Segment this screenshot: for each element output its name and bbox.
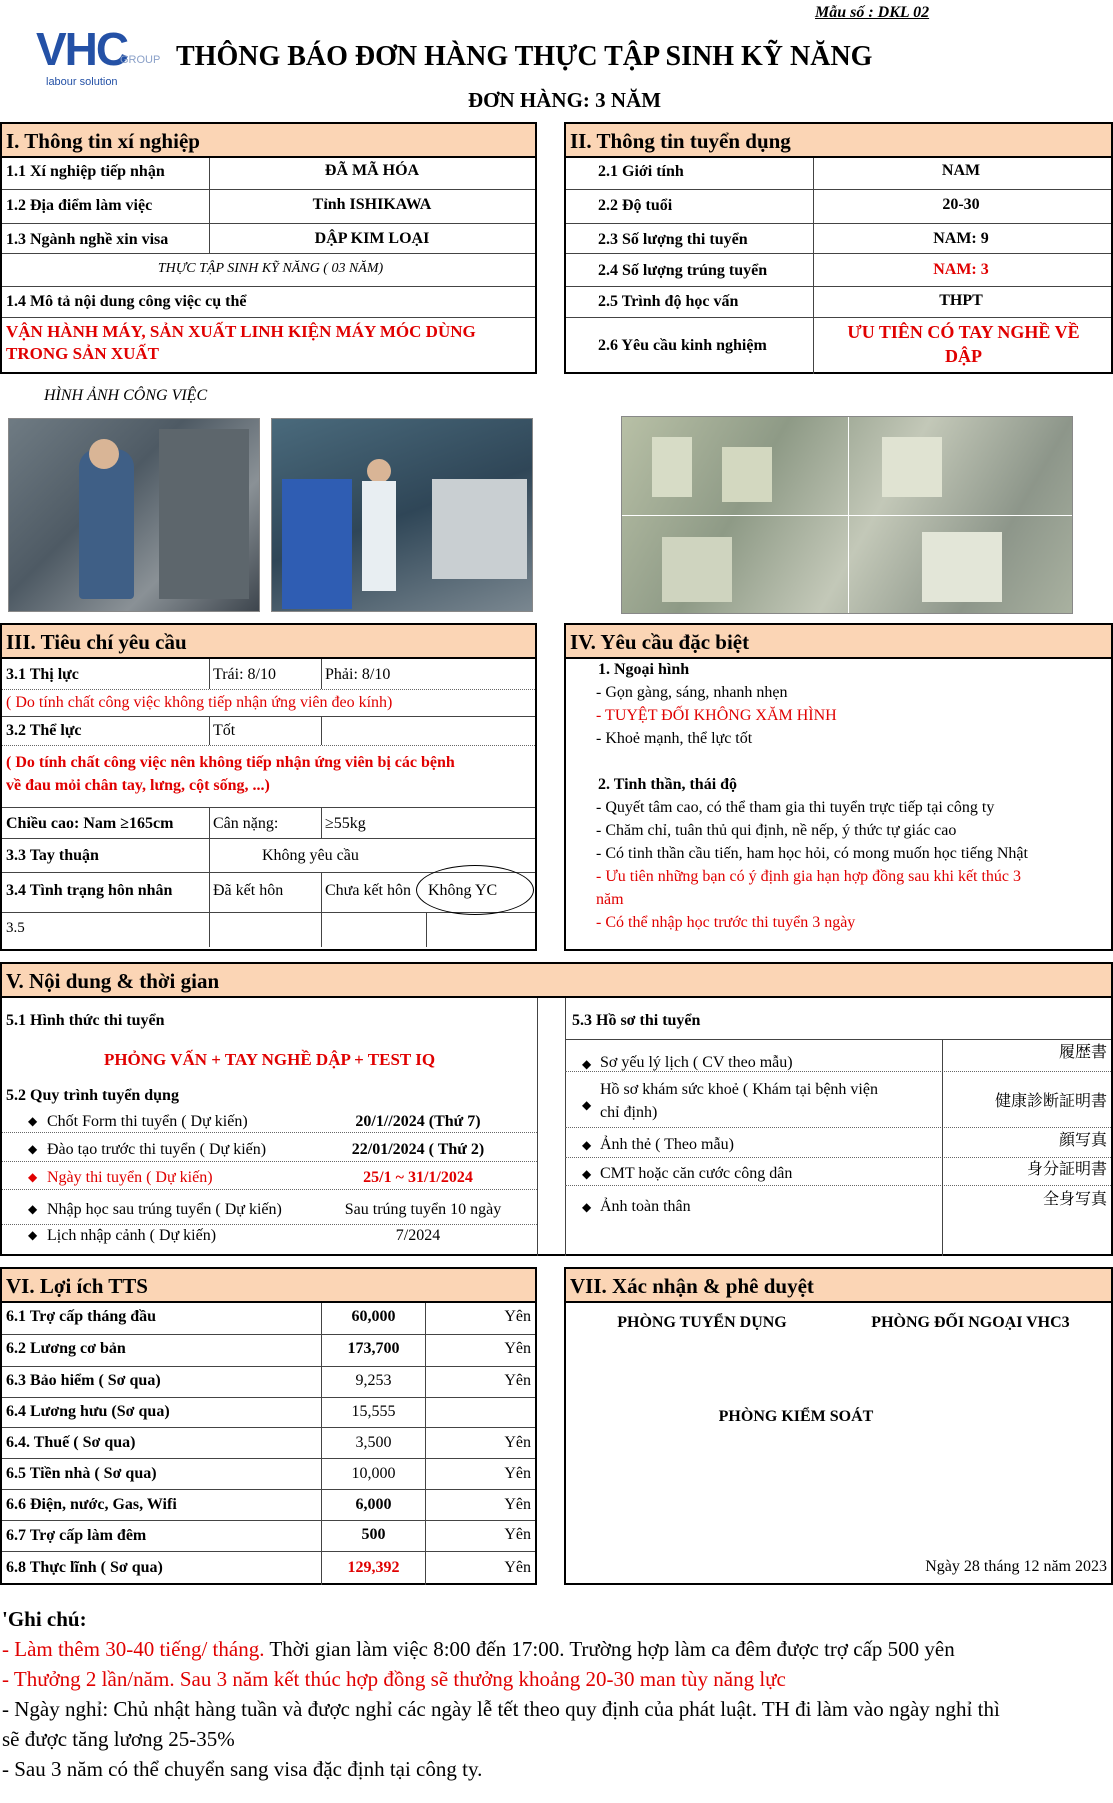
- benefit-3-label: 6.3 Bảo hiểm ( Sơ qua): [6, 1372, 161, 1389]
- section-5-title: V. Nội dung & thời gian: [2, 964, 1111, 998]
- benefit-9-label: 6.8 Thực lĩnh ( Sơ qua): [6, 1559, 163, 1576]
- education-label: 2.5 Trình độ học vấn: [598, 293, 739, 310]
- marital-any: Không YC: [428, 882, 498, 899]
- marital-married: Đã kết hôn: [213, 882, 284, 899]
- benefit-4-value: 15,555: [351, 1403, 396, 1420]
- step-2-label: Đào tạo trước thi tuyển ( Dự kiến): [47, 1141, 267, 1158]
- doc-2-label: Hồ sơ khám sức khoẻ ( Khám tại bệnh viện: [600, 1081, 878, 1098]
- attitude-line3: - Có tinh thần cầu tiến, ham học hỏi, có mong muốn học tiếng Nhật: [596, 845, 1028, 862]
- step-1-bullet: ◆: [28, 1114, 38, 1128]
- candidates-value: NAM: 9: [933, 230, 989, 247]
- benefit-6-label: 6.5 Tiền nhà ( Sơ qua): [6, 1465, 157, 1482]
- page-title: THÔNG BÁO ĐƠN HÀNG THỰC TẬP SINH KỸ NĂNG: [176, 41, 873, 72]
- step-5-value: 7/2024: [395, 1227, 441, 1244]
- section-4-title: IV. Yêu cầu đặc biệt: [566, 625, 1111, 659]
- job-description-line2: TRONG SẢN XUẤT: [6, 344, 160, 363]
- experience-label: 2.6 Yêu cầu kinh nghiệm: [598, 337, 767, 354]
- fitness-note-line1: ( Do tính chất công việc nên không tiếp nhận ứng viên bị các bệnh: [6, 754, 455, 771]
- benefit-8-label: 6.7 Trợ cấp làm đêm: [6, 1527, 147, 1544]
- benefit-2-label: 6.2 Lương cơ bản: [6, 1340, 126, 1357]
- appearance-line2: - TUYỆT ĐỐI KHÔNG XĂM HÌNH: [596, 707, 837, 724]
- doc-3-bullet: ◆: [582, 1138, 592, 1152]
- experience-value-line1: ƯU TIÊN CÓ TAY NGHỀ VỀ: [847, 322, 1080, 342]
- documents-heading: 5.3 Hồ sơ thi tuyển: [572, 1012, 701, 1029]
- benefit-2-value: 173,700: [347, 1340, 400, 1357]
- benefit-2-unit: Yên: [504, 1340, 531, 1357]
- weight-value: ≥55kg: [325, 815, 366, 832]
- doc-3-jp: 顔写真: [1058, 1132, 1107, 1149]
- doc-1-label: Sơ yếu lý lịch ( CV theo mẫu): [600, 1054, 793, 1071]
- visa-type: THỰC TẬP SINH KỸ NĂNG ( 03 NĂM): [157, 261, 384, 276]
- visa-job-value: DẬP KIM LOẠI: [314, 230, 430, 247]
- photo-label: HÌNH ẢNH CÔNG VIỆC: [44, 387, 208, 404]
- age-label: 2.2 Độ tuổi: [598, 197, 673, 214]
- company-label: 1.1 Xí nghiệp tiếp nhận: [6, 163, 165, 180]
- doc-4-label: CMT hoặc căn cước công dân: [600, 1165, 793, 1182]
- doc-4-jp: 身分証明書: [1026, 1161, 1107, 1178]
- benefit-6-value: 10,000: [351, 1465, 396, 1482]
- benefit-8-unit: Yên: [504, 1526, 531, 1543]
- marital-label: 3.4 Tình trạng hôn nhân: [6, 882, 173, 899]
- note-1-overtime: - Làm thêm 30-40 tiếng/ tháng.: [2, 1637, 265, 1661]
- benefit-7-label: 6.6 Điện, nước, Gas, Wifi: [6, 1496, 177, 1513]
- job-description-line1: VẬN HÀNH MÁY, SẢN XUẤT LINH KIỆN MÁY MÓC DÙNG: [6, 322, 476, 341]
- attitude-heading: 2. Tinh thần, thái độ: [598, 776, 738, 793]
- work-photo-2: [271, 418, 533, 612]
- notes-title: 'Ghi chú:: [2, 1607, 87, 1631]
- logo-main: VHC: [36, 23, 128, 75]
- benefit-4-label: 6.4 Lương hưu (Sơ qua): [6, 1403, 170, 1420]
- section-approval: [564, 1267, 1113, 1585]
- section-requirements: [0, 623, 537, 951]
- dept-control: PHÒNG KIỂM SOÁT: [718, 1408, 874, 1425]
- step-4-value: Sau trúng tuyển 10 ngày: [344, 1201, 502, 1218]
- marital-single: Chưa kết hôn: [325, 882, 411, 899]
- work-photo-3: [621, 416, 1073, 614]
- page-subtitle: ĐƠN HÀNG: 3 NĂM: [468, 88, 662, 112]
- appearance-line1: - Gọn gàng, sáng, nhanh nhẹn: [596, 684, 788, 701]
- step-3-label: Ngày thi tuyển ( Dự kiến): [47, 1169, 213, 1186]
- benefit-5-unit: Yên: [504, 1434, 531, 1451]
- logo-sub: labour solution: [46, 76, 118, 88]
- age-value: 20-30: [942, 196, 980, 213]
- step-3-bullet: ◆: [28, 1170, 38, 1184]
- selection-circle: [416, 865, 534, 915]
- hires-label: 2.4 Số lượng trúng tuyển: [598, 262, 768, 279]
- weight-label: Cân nặng:: [213, 815, 279, 832]
- section-2-title: II. Thông tin tuyển dụng: [566, 124, 1111, 158]
- step-5-label: Lịch nhập cảnh ( Dự kiến): [47, 1227, 217, 1244]
- section-special-requirements: [564, 623, 1113, 951]
- dept-recruitment: PHÒNG TUYỂN DỤNG: [617, 1314, 787, 1331]
- benefit-1-value: 60,000: [351, 1308, 396, 1325]
- doc-5-jp: 全身写真: [1042, 1191, 1107, 1208]
- vision-left: Trái: 8/10: [213, 666, 276, 683]
- benefit-5-label: 6.4. Thuế ( Sơ qua): [6, 1434, 136, 1451]
- attitude-line5: - Có thể nhập học trước thi tuyển 3 ngày: [596, 914, 856, 931]
- dept-foreign-affairs: PHÒNG ĐỐI NGOẠI VHC3: [871, 1314, 1070, 1331]
- note-2: - Thưởng 2 lần/năm. Sau 3 năm kết thúc hợp đồng sẽ thưởng khoảng 20-30 man tùy năng lực: [2, 1667, 786, 1691]
- logo-group: GROUP: [120, 54, 161, 66]
- note-3a: - Ngày nghỉ: Chủ nhật hàng tuần và được nghỉ các ngày lễ tết theo quy định của phát luật. TH đi làm vào ngày nghỉ thì: [2, 1697, 1000, 1721]
- benefit-3-unit: Yên: [504, 1372, 531, 1389]
- step-4-bullet: ◆: [28, 1202, 38, 1216]
- doc-1-bullet: ◆: [582, 1057, 592, 1071]
- doc-4-bullet: ◆: [582, 1167, 592, 1181]
- section-recruitment-info: [564, 122, 1113, 374]
- workplace-value: Tỉnh ISHIKAWA: [312, 196, 432, 213]
- vision-note: ( Do tính chất công việc không tiếp nhận ứng viên đeo kính): [6, 694, 393, 711]
- step-4-label: Nhập học sau trúng tuyển ( Dự kiến): [47, 1201, 282, 1218]
- step-2-bullet: ◆: [28, 1142, 38, 1156]
- doc-5-bullet: ◆: [582, 1200, 592, 1214]
- hires-value: NAM: 3: [933, 261, 989, 278]
- step-5-bullet: ◆: [28, 1228, 38, 1242]
- vhc-logo: [36, 24, 166, 94]
- approval-date: Ngày 28 tháng 12 năm 2023: [925, 1558, 1107, 1575]
- attitude-line2: - Chăm chỉ, tuân thủ qui định, nề nếp, ý thức tự giác cao: [596, 822, 957, 839]
- doc-5-label: Ảnh toàn thân: [600, 1198, 691, 1215]
- benefit-6-unit: Yên: [504, 1465, 531, 1482]
- visa-job-label: 1.3 Ngành nghề xin visa: [6, 231, 169, 248]
- section-benefits: [0, 1267, 537, 1585]
- note-3b: sẽ được tăng lương 25-35%: [2, 1727, 235, 1751]
- gender-value: NAM: [941, 162, 981, 179]
- note-1-hours: Thời gian làm việc 8:00 đến 17:00. Trường hợp làm ca đêm được trợ cấp 500 yên: [264, 1637, 955, 1661]
- handedness-value: Không yêu cầu: [262, 847, 359, 864]
- height-label: Chiều cao: Nam ≥165cm: [6, 815, 174, 832]
- candidates-label: 2.3 Số lượng thi tuyển: [598, 231, 748, 248]
- doc-2-label2: chỉ định): [600, 1104, 658, 1121]
- benefit-1-label: 6.1 Trợ cấp tháng đầu: [6, 1308, 157, 1325]
- benefit-7-unit: Yên: [504, 1496, 531, 1513]
- section-1-title: I. Thông tin xí nghiệp: [2, 124, 535, 158]
- gender-label: 2.1 Giới tính: [598, 163, 684, 180]
- section-7-title: VII. Xác nhận & phê duyệt: [566, 1269, 1111, 1303]
- doc-2-jp: 健康診断証明書: [994, 1093, 1107, 1110]
- section-3-title: III. Tiêu chí yêu cầu: [2, 625, 535, 659]
- note-1: [2, 1636, 955, 1662]
- fitness-label: 3.2 Thể lực: [6, 722, 82, 739]
- benefit-9-unit: Yên: [504, 1559, 531, 1576]
- education-value: THPT: [939, 292, 983, 309]
- benefit-8-value: 500: [361, 1526, 386, 1543]
- vision-right: Phải: 8/10: [325, 666, 391, 683]
- form-number: Mẫu số : DKL 02: [815, 4, 930, 21]
- benefit-5-value: 3,500: [355, 1434, 392, 1451]
- benefit-9-value: 129,392: [347, 1559, 400, 1576]
- section-content-time: [0, 962, 1113, 1256]
- step-2-value: 22/01/2024 ( Thứ 2): [351, 1141, 485, 1158]
- benefit-1-unit: Yên: [504, 1308, 531, 1325]
- job-description-label: 1.4 Mô tả nội dung công việc cụ thể: [6, 293, 247, 310]
- item-3-5-label: 3.5: [6, 920, 25, 936]
- section-6-title: VI. Lợi ích TTS: [2, 1269, 535, 1303]
- company-value: ĐÃ MÃ HÓA: [324, 162, 420, 179]
- doc-3-label: Ảnh thẻ ( Theo mẫu): [600, 1136, 734, 1153]
- section-company-info: [0, 122, 537, 374]
- attitude-line1: - Quyết tâm cao, có thể tham gia thi tuyển trực tiếp tại công ty: [596, 799, 995, 816]
- benefit-7-value: 6,000: [355, 1496, 392, 1513]
- benefit-3-value: 9,253: [355, 1372, 392, 1389]
- appearance-line3: - Khoẻ mạnh, thể lực tốt: [596, 730, 753, 747]
- doc-2-bullet: ◆: [582, 1098, 592, 1112]
- exam-method-heading: 5.1 Hình thức thi tuyển: [6, 1012, 165, 1029]
- vision-label: 3.1 Thị lực: [6, 666, 79, 683]
- experience-value-line2: DẬP: [945, 346, 982, 366]
- attitude-line4a: - Ưu tiên những bạn có ý định gia hạn hợp đồng sau khi kết thúc 3: [596, 868, 1022, 885]
- note-4: - Sau 3 năm có thể chuyển sang visa đặc định tại công ty.: [2, 1757, 483, 1781]
- exam-method: PHỎNG VẤN + TAY NGHỀ DẬP + TEST IQ: [103, 1050, 436, 1069]
- attitude-line4b: năm: [596, 891, 624, 908]
- process-heading: 5.2 Quy trình tuyển dụng: [6, 1087, 179, 1104]
- work-photo-1: [8, 418, 260, 612]
- step-1-label: Chốt Form thi tuyển ( Dự kiến): [47, 1113, 248, 1130]
- fitness-value: Tốt: [213, 722, 236, 739]
- doc-1-jp: 履歴書: [1058, 1044, 1107, 1061]
- appearance-heading: 1. Ngoại hình: [598, 661, 690, 678]
- handedness-label: 3.3 Tay thuận: [6, 847, 99, 864]
- step-3-value: 25/1 ~ 31/1/2024: [363, 1169, 473, 1186]
- step-1-value: 20/1//2024 (Thứ 7): [355, 1113, 481, 1130]
- workplace-label: 1.2 Địa điểm làm việc: [6, 197, 153, 214]
- fitness-note-line2: về đau mỏi chân tay, lưng, cột sống, ...): [6, 777, 270, 794]
